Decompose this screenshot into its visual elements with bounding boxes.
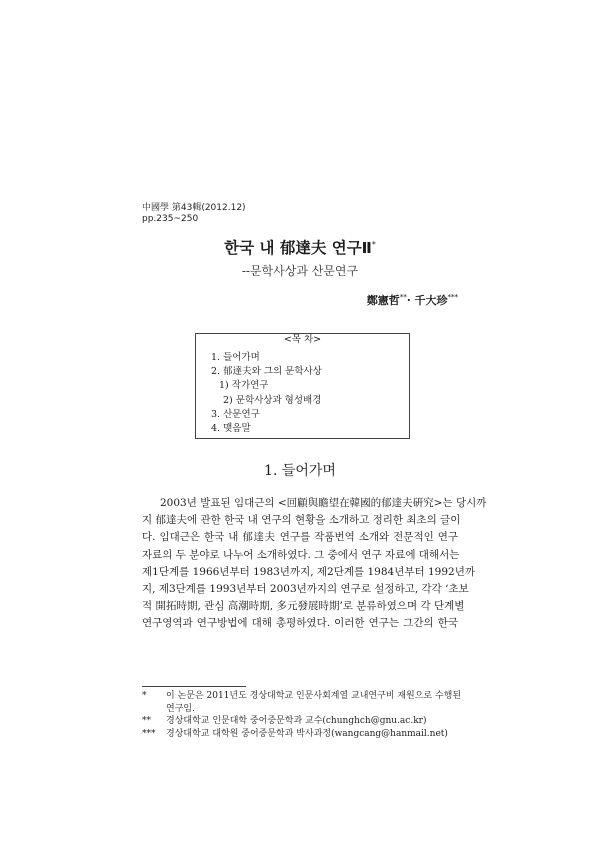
footnote-mark: *** [142,728,156,739]
footnote [142,690,462,715]
body-line: 자료의 두 분야로 나누어 소개하였다. 그 중에서 연구 자료에 대해서는 [142,548,460,561]
author-1-name: 鄭憲哲 [366,294,400,307]
journal-name: 中國學 第43輯(2012.12) [142,203,246,213]
toc-item: 4. 맺음말 [211,423,251,435]
footnote [142,715,458,728]
footnote-text: 연구임. [166,703,195,714]
body-line: 적 開拓時期, 관심 高潮時期, 多元發展時期’로 분류하였으며 각 단계별 [142,600,465,613]
title-text: 한국 내 郁達夫 연구Ⅱ [224,239,372,257]
footnote-text: 이 논문은 2011년도 경상대학교 인문사회계열 교내연구비 재원으로 수행된 [166,691,462,701]
body-line: 지 郁達夫에 관한 한국 내 연구의 현황을 소개하고 정리한 최초의 글이 [142,514,461,527]
footnote-mark: * [142,691,147,701]
toc-item: 2) 문학사상과 형성배경 [223,394,322,406]
author-1-mark: ** [399,293,407,302]
body-line: 연구영역과 연구방법에 대해 총평하였다. 이러한 연구는 그간의 한국 [142,617,458,630]
author-2-name: 千大珍 [414,294,448,307]
toc-list [211,351,322,436]
toc-item: 1. 들어가며 [211,352,260,363]
footnotes [142,690,462,740]
body-paragraph [142,495,487,633]
paper-subtitle: --문학사상과 산문연구 [241,264,359,278]
author-2-mark: *** [447,293,458,302]
body-line: 2003년 발표된 임대근의 <回顧與瞻望在韓國的郁達夫硏究>는 당시까 [160,497,487,509]
toc-item: 2. 郁達夫와 그의 문학사상 [211,366,322,378]
footnote-text: 경상대학교 인문대학 중어중문학과 교수(chunghch@gnu.ac.kr) [166,716,427,726]
section-heading: 1. 들어가며 [264,463,336,479]
footnote [142,728,458,741]
body-line: 지, 제3단계를 1993년부터 2003년까지의 연구로 설정하고, 각각 ‘초보 [142,583,469,596]
footnote-mark: ** [142,716,151,726]
body-line: 제1단계를 1966년부터 1983년까지, 제2단계를 1984년부터 1992년까 [142,565,475,578]
toc-item: 1) 작가연구 [219,380,269,392]
authors [367,292,458,308]
table-of-contents [195,333,410,439]
author-separator: · [406,294,411,307]
journal-info [142,203,246,225]
footnote-text: 경상대학교 대학원 중어중문학과 박사과정(wangcang@hanmail.net) [166,728,448,739]
body-line: 다. 임대근은 한국 내 郁達夫 연구를 작품번역 소개와 전문적인 연구 [142,531,458,544]
toc-heading: <목 차> [278,334,327,345]
footnote-divider [142,686,246,687]
page-range: pp.235~250 [142,214,199,224]
toc-item: 3. 산문연구 [211,408,260,420]
paper-title [0,236,600,258]
title-footnote-mark: * [371,239,376,249]
